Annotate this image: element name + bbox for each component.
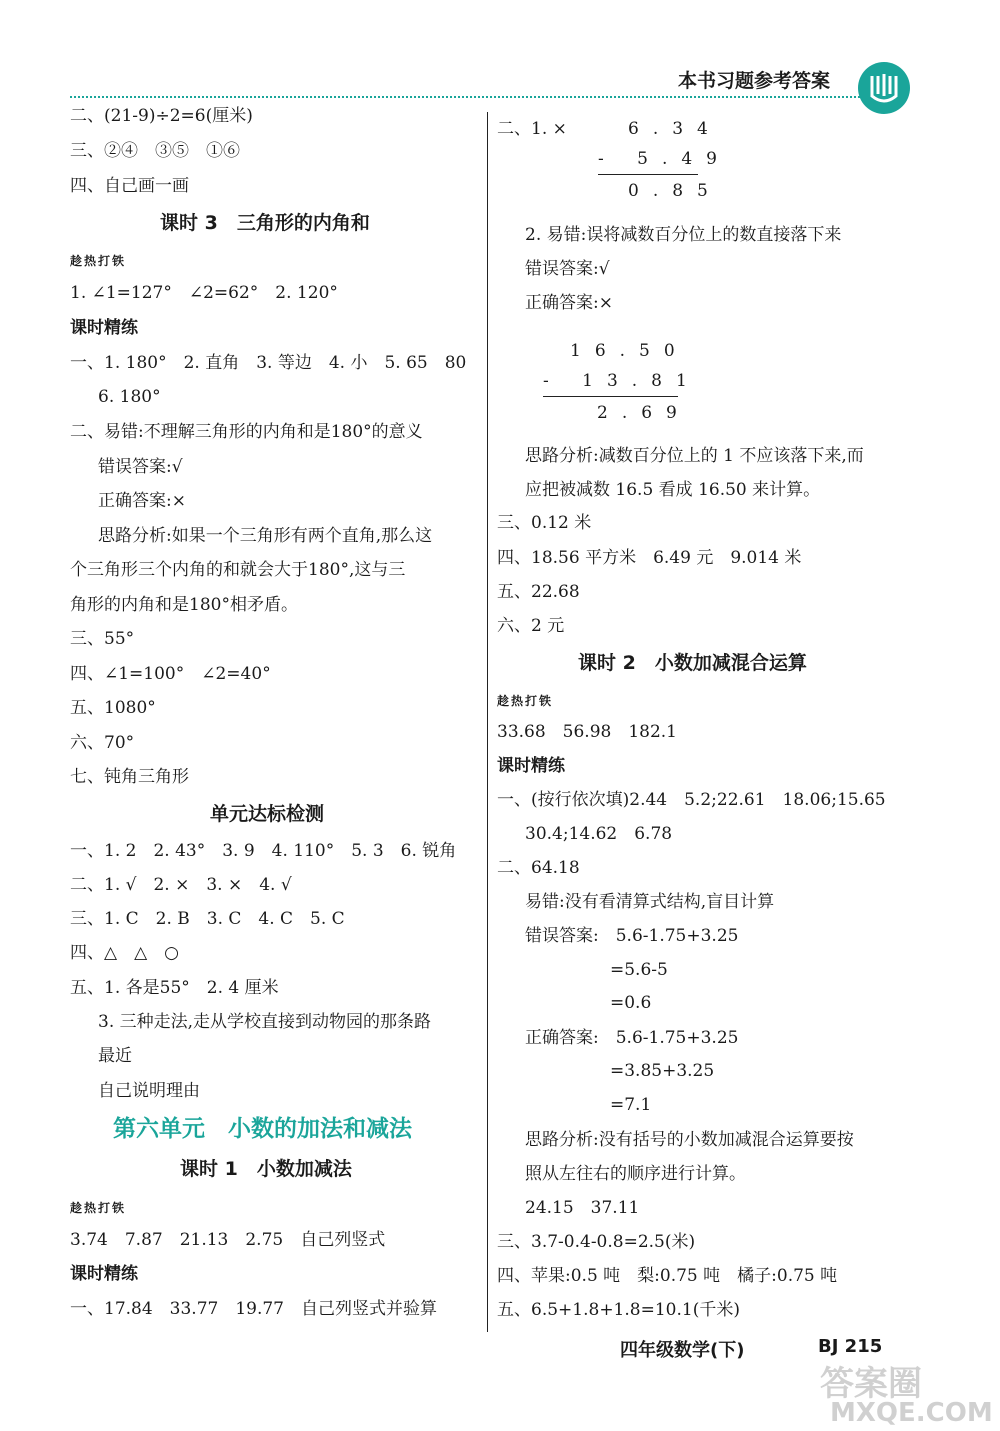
section-label: 趁热打铁: [70, 254, 127, 268]
book-logo-icon: [858, 62, 910, 114]
footer-book-title: 四年级数学(下): [620, 1340, 745, 1361]
answer-line: 六、2 元: [497, 616, 565, 636]
answer-line: =7.1: [610, 1095, 652, 1115]
vertical-calc-row: - 13.81: [543, 371, 701, 391]
watermark-logo: 答案圈: [820, 1364, 922, 1404]
section-label: 课时精练: [70, 318, 138, 338]
answer-line: 自己说明理由: [98, 1081, 200, 1101]
answer-line: 二、易错:不理解三角形的内角和是180°的意义: [70, 422, 423, 442]
answer-line: 正确答案: 5.6-1.75+3.25: [525, 1028, 739, 1048]
lesson-heading: 单元达标检测: [210, 803, 325, 825]
answer-line: 照从左往右的顺序进行计算。: [525, 1164, 746, 1184]
answer-line: 1. ∠1=127° ∠2=62° 2. 120°: [70, 283, 338, 303]
section-label: 趁热打铁: [497, 694, 554, 708]
calc-rule: [543, 396, 678, 397]
answer-line: 六、70°: [70, 733, 135, 753]
answer-line: 一、(按行依次填)2.44 5.2;22.61 18.06;15.65: [497, 790, 886, 810]
answer-line: 一、1. 180° 2. 直角 3. 等边 4. 小 5. 65 80: [70, 353, 467, 373]
vertical-calc-row: 2.69: [597, 403, 691, 423]
answer-line: 三、55°: [70, 629, 135, 649]
answer-line: 6. 180°: [98, 387, 161, 407]
answer-line: 正确答案:×: [98, 491, 186, 511]
unit-heading: 第六单元 小数的加法和减法: [113, 1116, 412, 1142]
answer-line: 二、(21-9)÷2=6(厘米): [70, 106, 253, 126]
calc-rule: [598, 174, 698, 175]
vertical-calc-row: 0.85: [628, 181, 722, 201]
header-title: 本书习题参考答案: [678, 70, 831, 92]
answer-line: 错误答案:√: [98, 457, 183, 477]
answer-line: 3. 三种走法,走从学校直接到动物园的那条路: [98, 1012, 432, 1032]
answer-line: 易错:没有看清算式结构,盲目计算: [525, 892, 775, 912]
answer-line: 五、1080°: [70, 698, 156, 718]
answer-line: 错误答案:√: [525, 259, 610, 279]
answer-line: 二、1. ×: [497, 119, 567, 139]
answer-line: 33.68 56.98 182.1: [497, 722, 678, 742]
page-number: BJ 215: [818, 1336, 883, 1357]
answer-line: 一、17.84 33.77 19.77 自己列竖式并验算: [70, 1299, 438, 1319]
answer-line: 二、64.18: [497, 858, 580, 878]
answer-line: 四、18.56 平方米 6.49 元 9.014 米: [497, 548, 802, 568]
answer-line: 五、1. 各是55° 2. 4 厘米: [70, 978, 279, 998]
answer-line: 三、0.12 米: [497, 513, 592, 533]
answer-line: 四、∠1=100° ∠2=40°: [70, 664, 271, 684]
lesson-heading: 课时 2 小数加减混合运算: [578, 652, 807, 674]
vertical-calc-row: - 5.49: [598, 149, 731, 169]
lesson-heading: 课时 1 小数加减法: [180, 1158, 352, 1180]
answer-line: 一、1. 2 2. 43° 3. 9 4. 110° 5. 3 6. 锐角: [70, 841, 457, 861]
answer-line: 个三角形三个内角的和就会大于180°,这与三: [70, 560, 406, 580]
vertical-calc-row: 6.34: [628, 119, 722, 139]
header-decoration-line: [70, 96, 860, 98]
answer-line: 最近: [98, 1046, 132, 1066]
answer-line: 三、3.7-0.4-0.8=2.5(米): [497, 1232, 696, 1252]
answer-line: 四、△ △ ○: [70, 943, 179, 963]
answer-line: 3.74 7.87 21.13 2.75 自己列竖式: [70, 1230, 386, 1250]
answer-line: 30.4;14.62 6.78: [525, 824, 673, 844]
answer-line: =5.6-5: [610, 960, 668, 980]
answer-line: 三、②④ ③⑤ ①⑥: [70, 141, 240, 161]
vertical-calc-row: 16.50: [570, 341, 689, 361]
answer-line: 2. 易错:误将减数百分位上的数直接落下来: [525, 225, 842, 245]
section-label: 课时精练: [497, 756, 565, 776]
answer-line: 四、苹果:0.5 吨 梨:0.75 吨 橘子:0.75 吨: [497, 1266, 838, 1286]
answer-line: 思路分析:如果一个三角形有两个直角,那么这: [98, 526, 433, 546]
answer-line: 思路分析:没有括号的小数加减混合运算要按: [525, 1130, 854, 1150]
answer-line: 五、22.68: [497, 582, 580, 602]
section-label: 趁热打铁: [70, 1201, 127, 1215]
answer-line: 思路分析:减数百分位上的 1 不应该落下来,而: [525, 446, 864, 466]
lesson-heading: 课时 3 三角形的内角和: [160, 212, 370, 234]
answer-line: 24.15 37.11: [525, 1198, 640, 1218]
answer-line: 七、钝角三角形: [70, 767, 189, 787]
answer-line: 二、1. √ 2. × 3. × 4. √: [70, 875, 292, 895]
answer-line: =0.6: [610, 993, 652, 1013]
answer-line: 错误答案: 5.6-1.75+3.25: [525, 926, 739, 946]
answer-line: 三、1. C 2. B 3. C 4. C 5. C: [70, 909, 345, 929]
answer-line: 四、自己画一画: [70, 176, 189, 196]
answer-line: 应把被减数 16.5 看成 16.50 来计算。: [525, 480, 821, 500]
answer-line: 正确答案:×: [525, 293, 613, 313]
watermark-url: MXQE.COM: [830, 1398, 993, 1428]
column-divider: [487, 112, 488, 1332]
answer-line: =3.85+3.25: [610, 1061, 715, 1081]
section-label: 课时精练: [70, 1264, 138, 1284]
answer-line: 角形的内角和是180°相矛盾。: [70, 595, 298, 615]
answer-line: 五、6.5+1.8+1.8=10.1(千米): [497, 1300, 740, 1320]
